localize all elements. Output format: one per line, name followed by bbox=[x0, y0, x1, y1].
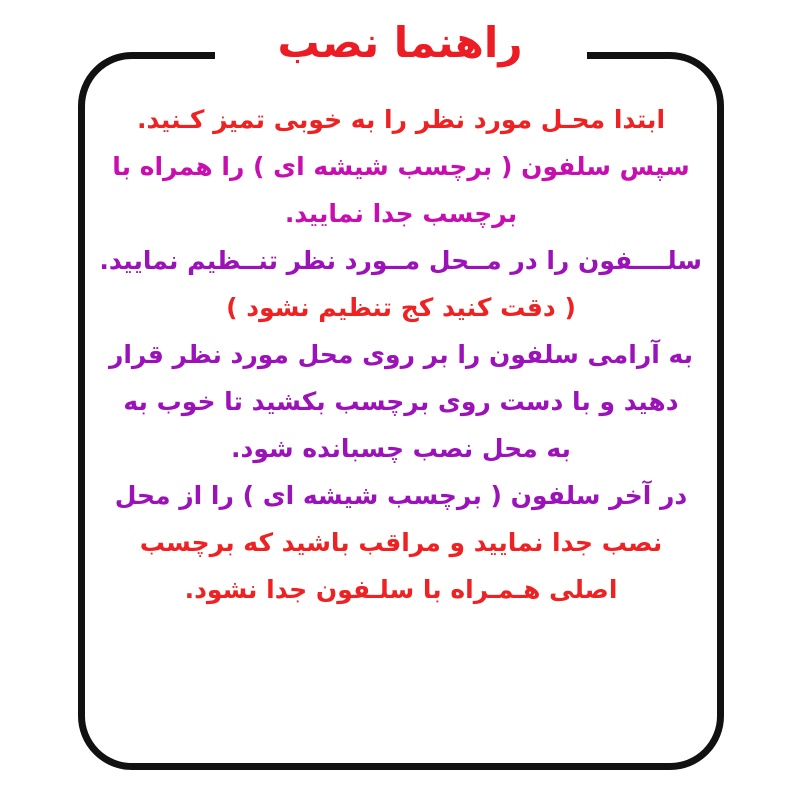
instruction-line: در آخر سلفون ( برچسب شیشه ای ) را از محل bbox=[114, 481, 688, 510]
instruction-line: ابتدا محـل مورد نظر را به خوبی تمیز کـنید. bbox=[136, 105, 666, 134]
instruction-line: به محل نصب چسبانده شود. bbox=[231, 434, 571, 463]
instruction-line: ( دقت کنید کج تنظیم نشود ) bbox=[226, 293, 576, 322]
page-title: راهنما نصب bbox=[277, 18, 523, 67]
instruction-line: اصلی هـمـراه با سلـفون جدا نشود. bbox=[184, 575, 618, 604]
instruction-line: سلــــفون را در مــحل مــورد نظر تنــظیم نمایید. bbox=[99, 246, 702, 275]
instruction-line: دهید و با دست روی برچسب بکشید تا خوب به bbox=[123, 387, 679, 416]
instruction-line: نصب جدا نمایید و مراقب باشید که برچسب bbox=[139, 528, 663, 557]
instruction-line: برچسب جدا نمایید. bbox=[284, 199, 518, 228]
instruction-line: به آرامی سلفون را بر روی محل مورد نظر قرار bbox=[108, 340, 694, 369]
instruction-line: سپس سلفون ( برچسب شیشه ای ) را همراه با bbox=[112, 152, 690, 181]
instructions-list bbox=[92, 96, 710, 746]
